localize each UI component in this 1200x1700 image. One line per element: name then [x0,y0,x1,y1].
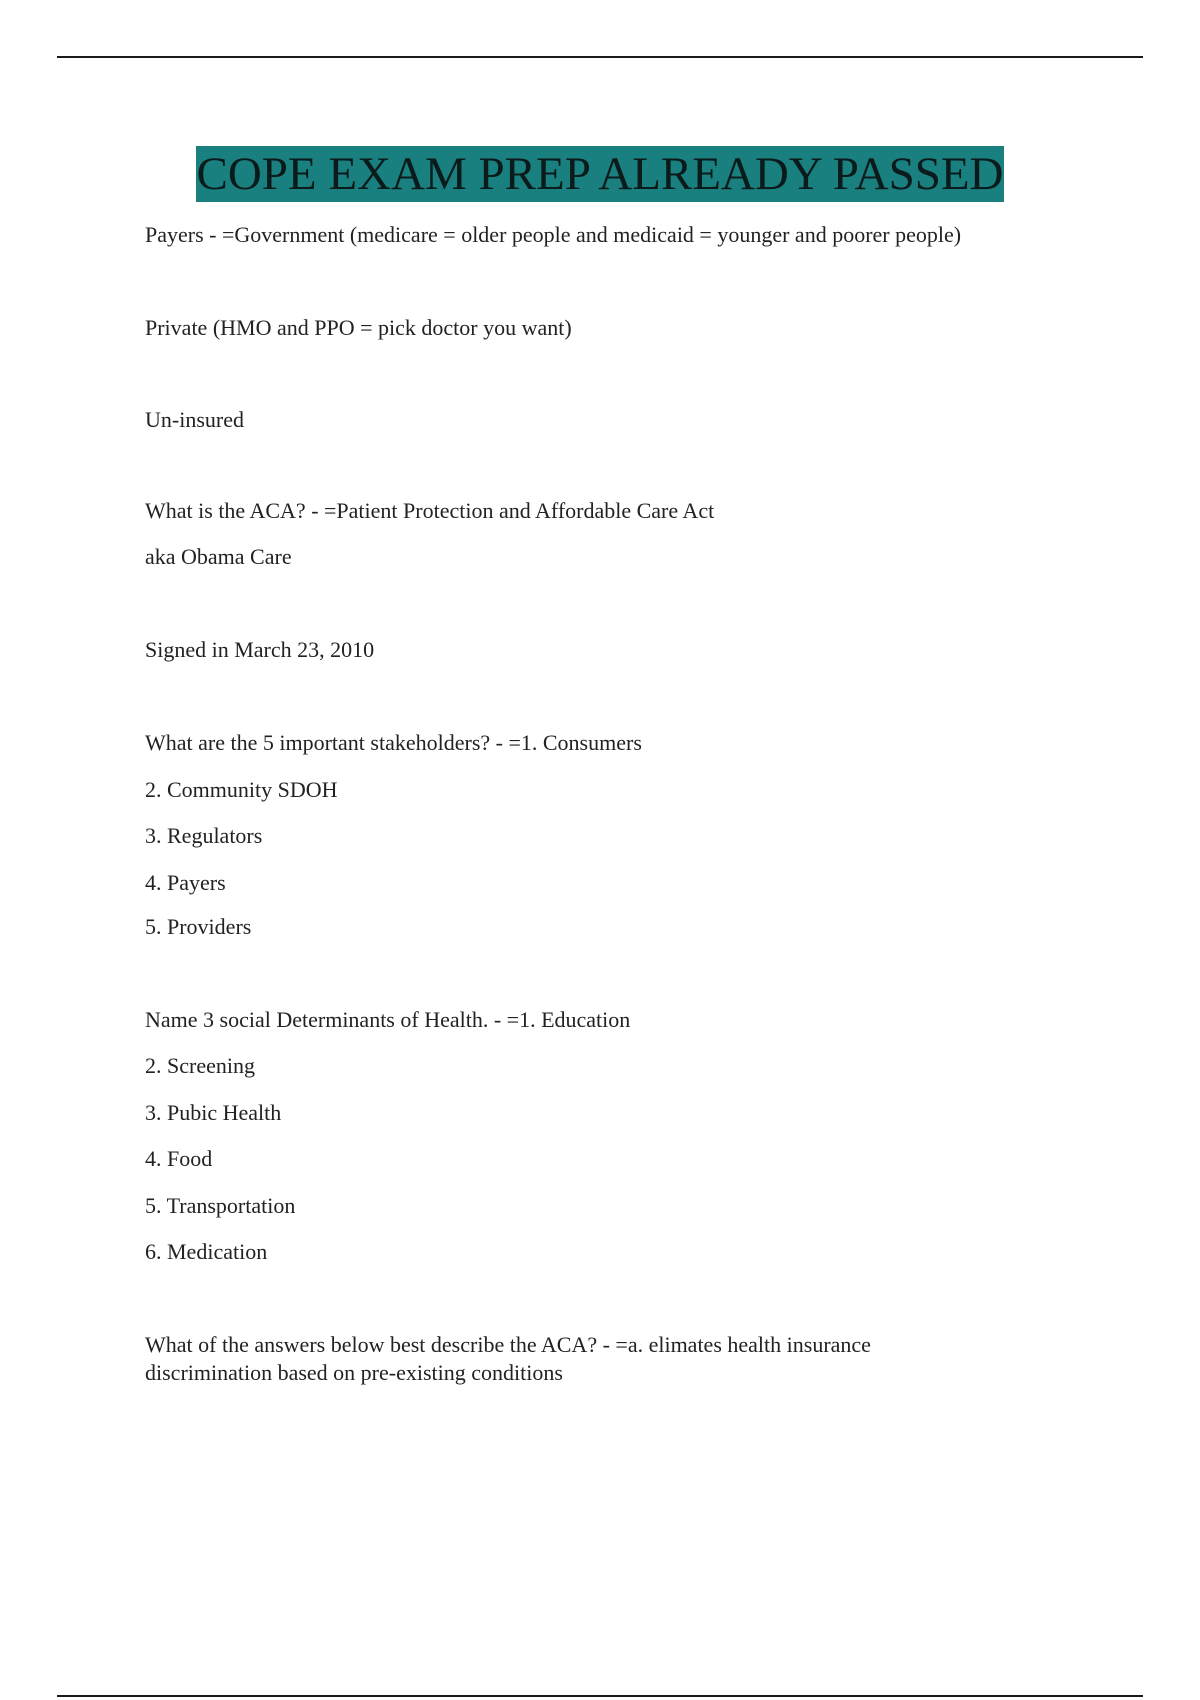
list-item: 3. Regulators [145,823,263,848]
title-container [0,146,1200,202]
text-line: Un-insured [145,407,244,432]
text-line: Private (HMO and PPO = pick doctor you want) [145,315,572,340]
list-item: 5. Providers [145,914,252,939]
list-item: 6. Medication [145,1239,268,1264]
list-item: 2. Community SDOH [145,777,338,802]
text-line: What of the answers below best describe the ACA? - =a. elimates health insurance discrimination based on pre-existing conditions [145,1332,871,1385]
header-rule [57,56,1143,58]
text-line: What is the ACA? - =Patient Protection and Affordable Care Act [145,498,715,523]
text-line: Payers - =Government (medicare = older people and medicaid = younger and poorer people) [145,222,962,247]
text-line: What are the 5 important stakeholders? - =1. Consumers [145,730,642,755]
text-line: aka Obama Care [145,544,292,569]
list-item: 3. Pubic Health [145,1100,282,1125]
list-item: 4. Food [145,1146,213,1171]
list-item: 5. Transportation [145,1193,296,1218]
document-title: COPE EXAM PREP ALREADY PASSED [196,148,1004,200]
text-line: Name 3 social Determinants of Health. - =1. Education [145,1007,631,1032]
text-line: Signed in March 23, 2010 [145,637,375,662]
footer-rule [57,1695,1143,1697]
list-item: 4. Payers [145,870,226,895]
list-item: 2. Screening [145,1053,255,1078]
